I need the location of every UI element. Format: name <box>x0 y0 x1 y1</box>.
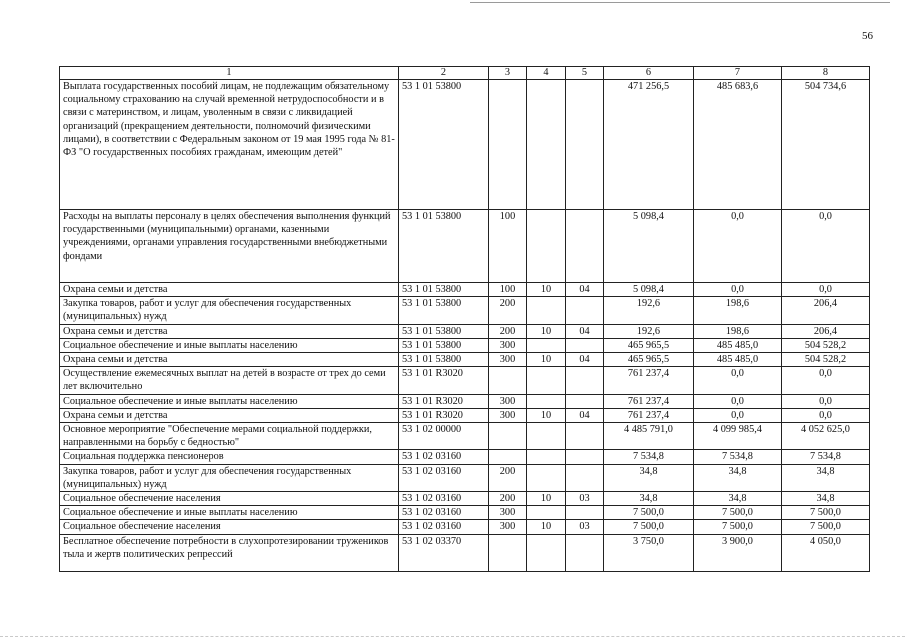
amount-year3-cell: 4 050,0 <box>782 534 870 571</box>
table-row <box>60 80 870 210</box>
table-row <box>60 520 870 534</box>
amount-year1-cell: 3 750,0 <box>604 534 694 571</box>
amount-year3-cell: 206,4 <box>782 324 870 338</box>
column-header: 6 <box>604 67 694 80</box>
amount-year1-cell: 761 237,4 <box>604 367 694 394</box>
amount-year3-cell: 0,0 <box>782 210 870 283</box>
amount-year2-cell: 0,0 <box>694 394 782 408</box>
column-header: 3 <box>489 67 527 80</box>
kcsr-code-cell: 53 1 02 03160 <box>399 492 489 506</box>
table-row <box>60 506 870 520</box>
amount-year1-cell: 34,8 <box>604 464 694 491</box>
section-cell <box>527 394 566 408</box>
amount-year2-cell: 198,6 <box>694 297 782 324</box>
amount-year2-cell: 4 099 985,4 <box>694 423 782 450</box>
row-name-cell: Социальное обеспечение населения <box>60 492 399 506</box>
amount-year1-cell: 471 256,5 <box>604 80 694 210</box>
kcsr-code-cell: 53 1 02 03160 <box>399 506 489 520</box>
amount-year2-cell: 485 683,6 <box>694 80 782 210</box>
amount-year1-cell: 7 534,8 <box>604 450 694 464</box>
section-cell: 10 <box>527 324 566 338</box>
expense-type-cell <box>489 534 527 571</box>
top-scan-rule <box>470 2 890 3</box>
amount-year3-cell: 34,8 <box>782 464 870 491</box>
subsection-cell <box>566 297 604 324</box>
table-row <box>60 394 870 408</box>
subsection-cell <box>566 80 604 210</box>
amount-year3-cell: 7 534,8 <box>782 450 870 464</box>
subsection-cell <box>566 367 604 394</box>
column-number-row <box>60 67 870 80</box>
kcsr-code-cell: 53 1 01 R3020 <box>399 367 489 394</box>
row-name-cell: Социальное обеспечение и иные выплаты населению <box>60 506 399 520</box>
expense-type-cell: 300 <box>489 353 527 367</box>
amount-year3-cell: 7 500,0 <box>782 506 870 520</box>
row-name-cell: Осуществление ежемесячных выплат на детей в возрасте от трех до семи лет включительно <box>60 367 399 394</box>
section-cell <box>527 423 566 450</box>
kcsr-code-cell: 53 1 01 53800 <box>399 283 489 297</box>
expense-type-cell: 300 <box>489 520 527 534</box>
amount-year3-cell: 0,0 <box>782 367 870 394</box>
table-row <box>60 450 870 464</box>
table-row <box>60 353 870 367</box>
row-name-cell: Расходы на выплаты персоналу в целях обеспечения выполнения функций государственными (муниципальными) органами, казенными учреждениями, органами управления государственными внебюджетными фондами <box>60 210 399 283</box>
row-name-cell: Основное мероприятие "Обеспечение мерами социальной поддержки, направленными на борьбу с бедностью" <box>60 423 399 450</box>
table-row <box>60 338 870 352</box>
row-name-cell: Социальное обеспечение населения <box>60 520 399 534</box>
amount-year1-cell: 7 500,0 <box>604 520 694 534</box>
amount-year3-cell: 504 528,2 <box>782 353 870 367</box>
budget-table <box>59 66 870 572</box>
column-header: 1 <box>60 67 399 80</box>
row-name-cell: Закупка товаров, работ и услуг для обеспечения государственных (муниципальных) нужд <box>60 297 399 324</box>
kcsr-code-cell: 53 1 02 00000 <box>399 423 489 450</box>
subsection-cell: 04 <box>566 283 604 297</box>
amount-year2-cell: 198,6 <box>694 324 782 338</box>
section-cell: 10 <box>527 353 566 367</box>
section-cell: 10 <box>527 520 566 534</box>
subsection-cell <box>566 464 604 491</box>
amount-year1-cell: 761 237,4 <box>604 408 694 422</box>
table-row <box>60 210 870 283</box>
amount-year1-cell: 34,8 <box>604 492 694 506</box>
amount-year3-cell: 504 734,6 <box>782 80 870 210</box>
expense-type-cell: 200 <box>489 464 527 491</box>
table-row <box>60 534 870 571</box>
table-row <box>60 423 870 450</box>
amount-year1-cell: 761 237,4 <box>604 394 694 408</box>
page-number: 56 <box>862 30 873 42</box>
amount-year3-cell: 4 052 625,0 <box>782 423 870 450</box>
subsection-cell <box>566 450 604 464</box>
column-header: 2 <box>399 67 489 80</box>
subsection-cell <box>566 506 604 520</box>
subsection-cell: 03 <box>566 520 604 534</box>
amount-year3-cell: 0,0 <box>782 394 870 408</box>
row-name-cell: Социальное обеспечение и иные выплаты населению <box>60 338 399 352</box>
kcsr-code-cell: 53 1 02 03160 <box>399 464 489 491</box>
kcsr-code-cell: 53 1 02 03160 <box>399 450 489 464</box>
amount-year2-cell: 7 534,8 <box>694 450 782 464</box>
expense-type-cell: 200 <box>489 297 527 324</box>
amount-year3-cell: 206,4 <box>782 297 870 324</box>
expense-type-cell: 300 <box>489 408 527 422</box>
subsection-cell <box>566 534 604 571</box>
amount-year2-cell: 0,0 <box>694 367 782 394</box>
expense-type-cell: 200 <box>489 492 527 506</box>
expense-type-cell: 200 <box>489 324 527 338</box>
row-name-cell: Охрана семьи и детства <box>60 408 399 422</box>
section-cell <box>527 534 566 571</box>
section-cell: 10 <box>527 492 566 506</box>
amount-year1-cell: 5 098,4 <box>604 210 694 283</box>
amount-year2-cell: 485 485,0 <box>694 338 782 352</box>
section-cell <box>527 297 566 324</box>
row-name-cell: Охрана семьи и детства <box>60 283 399 297</box>
expense-type-cell: 300 <box>489 506 527 520</box>
amount-year1-cell: 4 485 791,0 <box>604 423 694 450</box>
expense-type-cell <box>489 423 527 450</box>
table-row <box>60 464 870 491</box>
column-header: 5 <box>566 67 604 80</box>
column-header: 7 <box>694 67 782 80</box>
amount-year2-cell: 0,0 <box>694 408 782 422</box>
section-cell <box>527 464 566 491</box>
expense-type-cell <box>489 367 527 394</box>
amount-year1-cell: 465 965,5 <box>604 353 694 367</box>
amount-year2-cell: 0,0 <box>694 283 782 297</box>
amount-year1-cell: 192,6 <box>604 297 694 324</box>
subsection-cell <box>566 210 604 283</box>
section-cell <box>527 338 566 352</box>
row-name-cell: Социальная поддержка пенсионеров <box>60 450 399 464</box>
amount-year3-cell: 34,8 <box>782 492 870 506</box>
section-cell <box>527 506 566 520</box>
subsection-cell: 04 <box>566 324 604 338</box>
kcsr-code-cell: 53 1 01 53800 <box>399 324 489 338</box>
table-row <box>60 324 870 338</box>
kcsr-code-cell: 53 1 01 R3020 <box>399 408 489 422</box>
table-row <box>60 492 870 506</box>
table-row <box>60 297 870 324</box>
column-header: 4 <box>527 67 566 80</box>
section-cell <box>527 80 566 210</box>
expense-type-cell: 100 <box>489 283 527 297</box>
kcsr-code-cell: 53 1 01 53800 <box>399 80 489 210</box>
subsection-cell: 04 <box>566 353 604 367</box>
amount-year1-cell: 7 500,0 <box>604 506 694 520</box>
expense-type-cell: 100 <box>489 210 527 283</box>
subsection-cell: 04 <box>566 408 604 422</box>
table-row <box>60 408 870 422</box>
section-cell <box>527 450 566 464</box>
amount-year2-cell: 0,0 <box>694 210 782 283</box>
bottom-scan-rule <box>0 636 905 637</box>
row-name-cell: Охрана семьи и детства <box>60 324 399 338</box>
amount-year2-cell: 7 500,0 <box>694 520 782 534</box>
subsection-cell <box>566 338 604 352</box>
table-row <box>60 367 870 394</box>
kcsr-code-cell: 53 1 01 53800 <box>399 353 489 367</box>
amount-year1-cell: 465 965,5 <box>604 338 694 352</box>
amount-year3-cell: 0,0 <box>782 408 870 422</box>
amount-year2-cell: 3 900,0 <box>694 534 782 571</box>
expense-type-cell: 300 <box>489 394 527 408</box>
row-name-cell: Выплата государственных пособий лицам, не подлежащим обязательному социальному страхованию на случай временной нетрудоспособности и в связи с материнством, и лицам, уволенным в связи с ликвидацией организаций (прекращением деятельности, полномочий физическими лицами), в соответствии с Федеральным законом от 19 мая 1995 года № 81-ФЗ "О государственных пособиях гражданам, имеющим детей" <box>60 80 399 210</box>
section-cell: 10 <box>527 408 566 422</box>
subsection-cell <box>566 423 604 450</box>
table-row <box>60 283 870 297</box>
kcsr-code-cell: 53 1 01 53800 <box>399 210 489 283</box>
row-name-cell: Социальное обеспечение и иные выплаты населению <box>60 394 399 408</box>
expense-type-cell: 300 <box>489 338 527 352</box>
amount-year2-cell: 485 485,0 <box>694 353 782 367</box>
amount-year3-cell: 7 500,0 <box>782 520 870 534</box>
kcsr-code-cell: 53 1 01 53800 <box>399 338 489 352</box>
amount-year2-cell: 34,8 <box>694 492 782 506</box>
section-cell: 10 <box>527 283 566 297</box>
amount-year2-cell: 34,8 <box>694 464 782 491</box>
amount-year2-cell: 7 500,0 <box>694 506 782 520</box>
amount-year3-cell: 0,0 <box>782 283 870 297</box>
section-cell <box>527 367 566 394</box>
subsection-cell <box>566 394 604 408</box>
amount-year3-cell: 504 528,2 <box>782 338 870 352</box>
expense-type-cell <box>489 450 527 464</box>
row-name-cell: Охрана семьи и детства <box>60 353 399 367</box>
column-header: 8 <box>782 67 870 80</box>
kcsr-code-cell: 53 1 01 53800 <box>399 297 489 324</box>
amount-year1-cell: 5 098,4 <box>604 283 694 297</box>
kcsr-code-cell: 53 1 01 R3020 <box>399 394 489 408</box>
section-cell <box>527 210 566 283</box>
amount-year1-cell: 192,6 <box>604 324 694 338</box>
subsection-cell: 03 <box>566 492 604 506</box>
expense-type-cell <box>489 80 527 210</box>
row-name-cell: Закупка товаров, работ и услуг для обеспечения государственных (муниципальных) нужд <box>60 464 399 491</box>
kcsr-code-cell: 53 1 02 03160 <box>399 520 489 534</box>
kcsr-code-cell: 53 1 02 03370 <box>399 534 489 571</box>
row-name-cell: Бесплатное обеспечение потребности в слухопротезировании тружеников тыла и жертв политических репрессий <box>60 534 399 571</box>
table-body <box>60 80 870 572</box>
